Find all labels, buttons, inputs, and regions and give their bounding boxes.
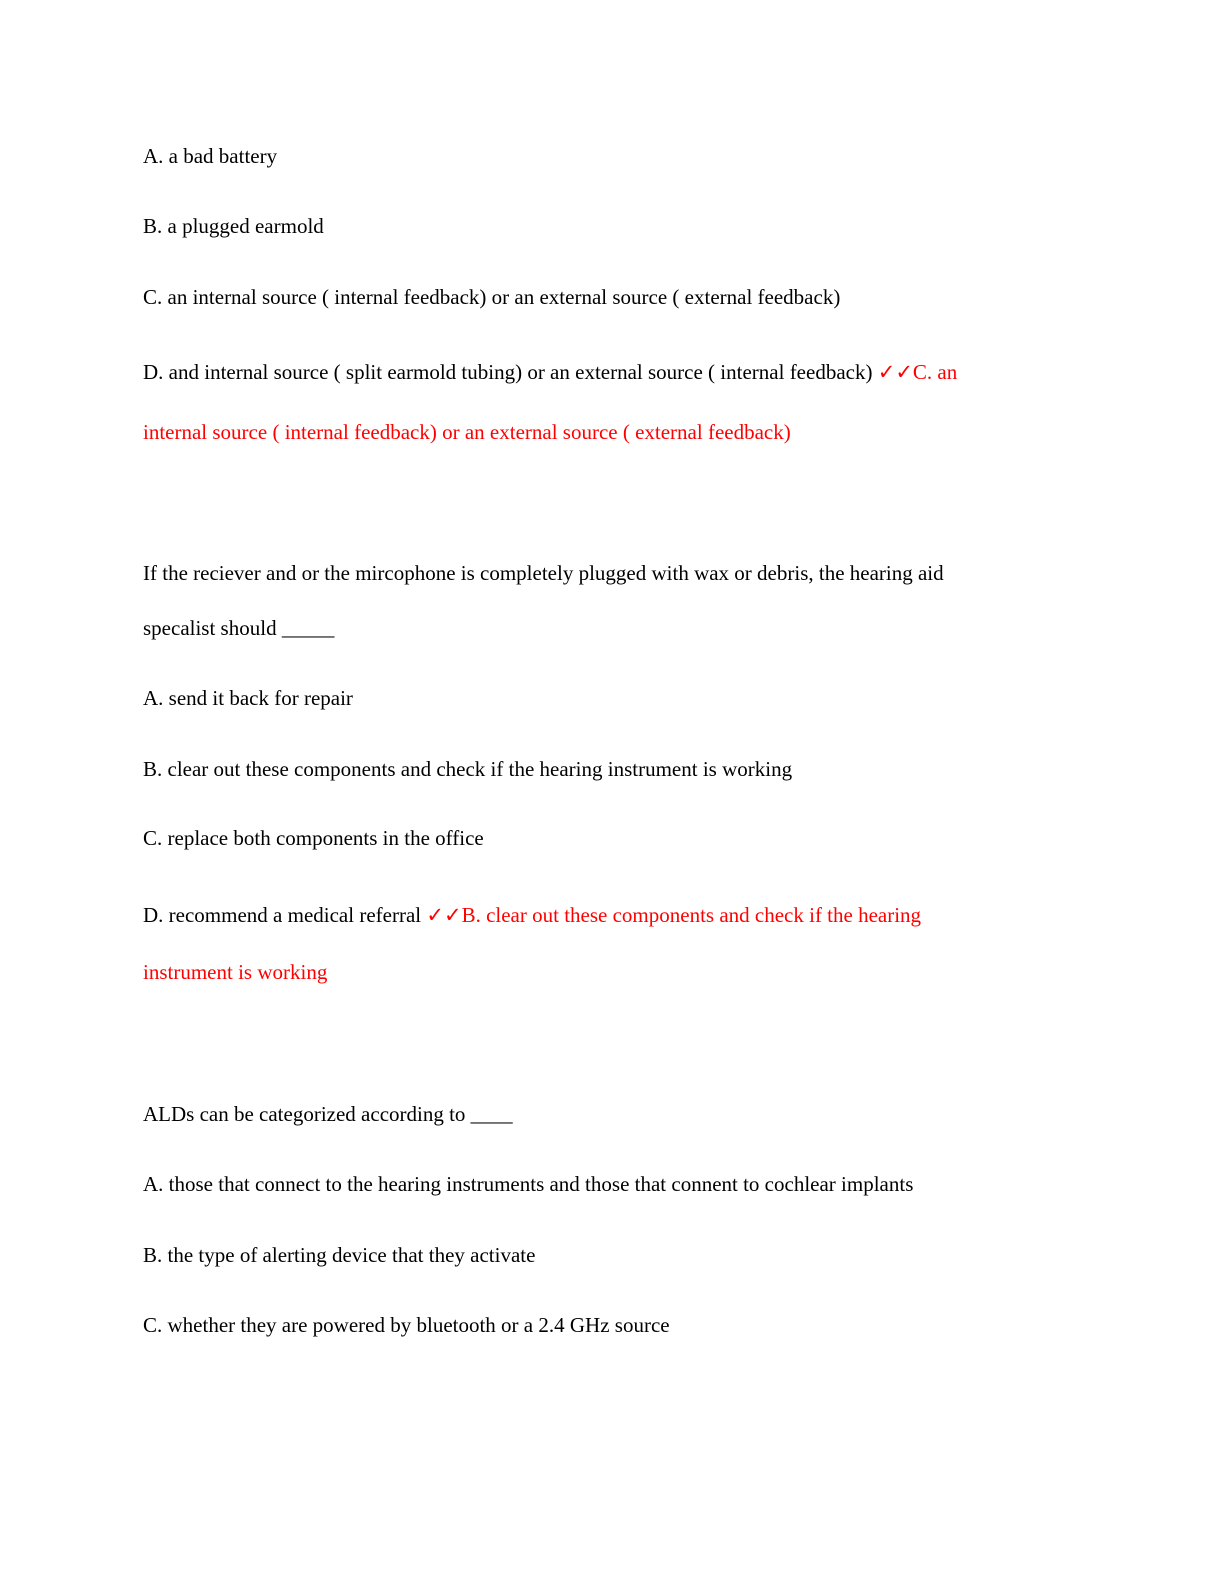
q2-option-d: D. recommend a medical referral — [143, 903, 427, 927]
q2-question-line2: specalist should _____ — [143, 616, 335, 640]
q3-question: ALDs can be categorized according to ____ — [143, 1102, 513, 1126]
q3-option-a: A. those that connect to the hearing instruments and those that connent to cochlear implants — [143, 1172, 914, 1196]
q1-option-d: D. and internal source ( split earmold tubing) or an external source ( internal feedback) — [143, 360, 878, 384]
double-check-icon: ✓✓ — [426, 903, 462, 927]
q1-option-b: B. a plugged earmold — [143, 214, 324, 238]
q1-option-a: A. a bad battery — [143, 144, 278, 168]
q1-answer-part2: internal source ( internal feedback) or an external source ( external feedback) — [143, 420, 791, 444]
q1-option-d-line — [143, 360, 957, 384]
q2-option-a: A. send it back for repair — [143, 686, 353, 710]
q2-question-line1: If the reciever and or the mircophone is completely plugged with wax or debris, the hearing aid — [143, 561, 944, 585]
q2-option-c: C. replace both components in the office — [143, 826, 484, 850]
q2-option-b: B. clear out these components and check if the hearing instrument is working — [143, 757, 793, 781]
q3-option-c: C. whether they are powered by bluetooth or a 2.4 GHz source — [143, 1313, 670, 1337]
q2-answer-part2: instrument is working — [143, 960, 328, 984]
q2-option-d-line — [143, 903, 921, 927]
q3-option-b: B. the type of alerting device that they activate — [143, 1243, 536, 1267]
q2-answer-part1: B. clear out these components and check if the hearing — [461, 903, 922, 927]
q1-answer-part1: C. an — [912, 360, 958, 384]
double-check-icon: ✓✓ — [877, 360, 913, 384]
q1-option-c: C. an internal source ( internal feedback) or an external source ( external feedback) — [143, 285, 841, 309]
